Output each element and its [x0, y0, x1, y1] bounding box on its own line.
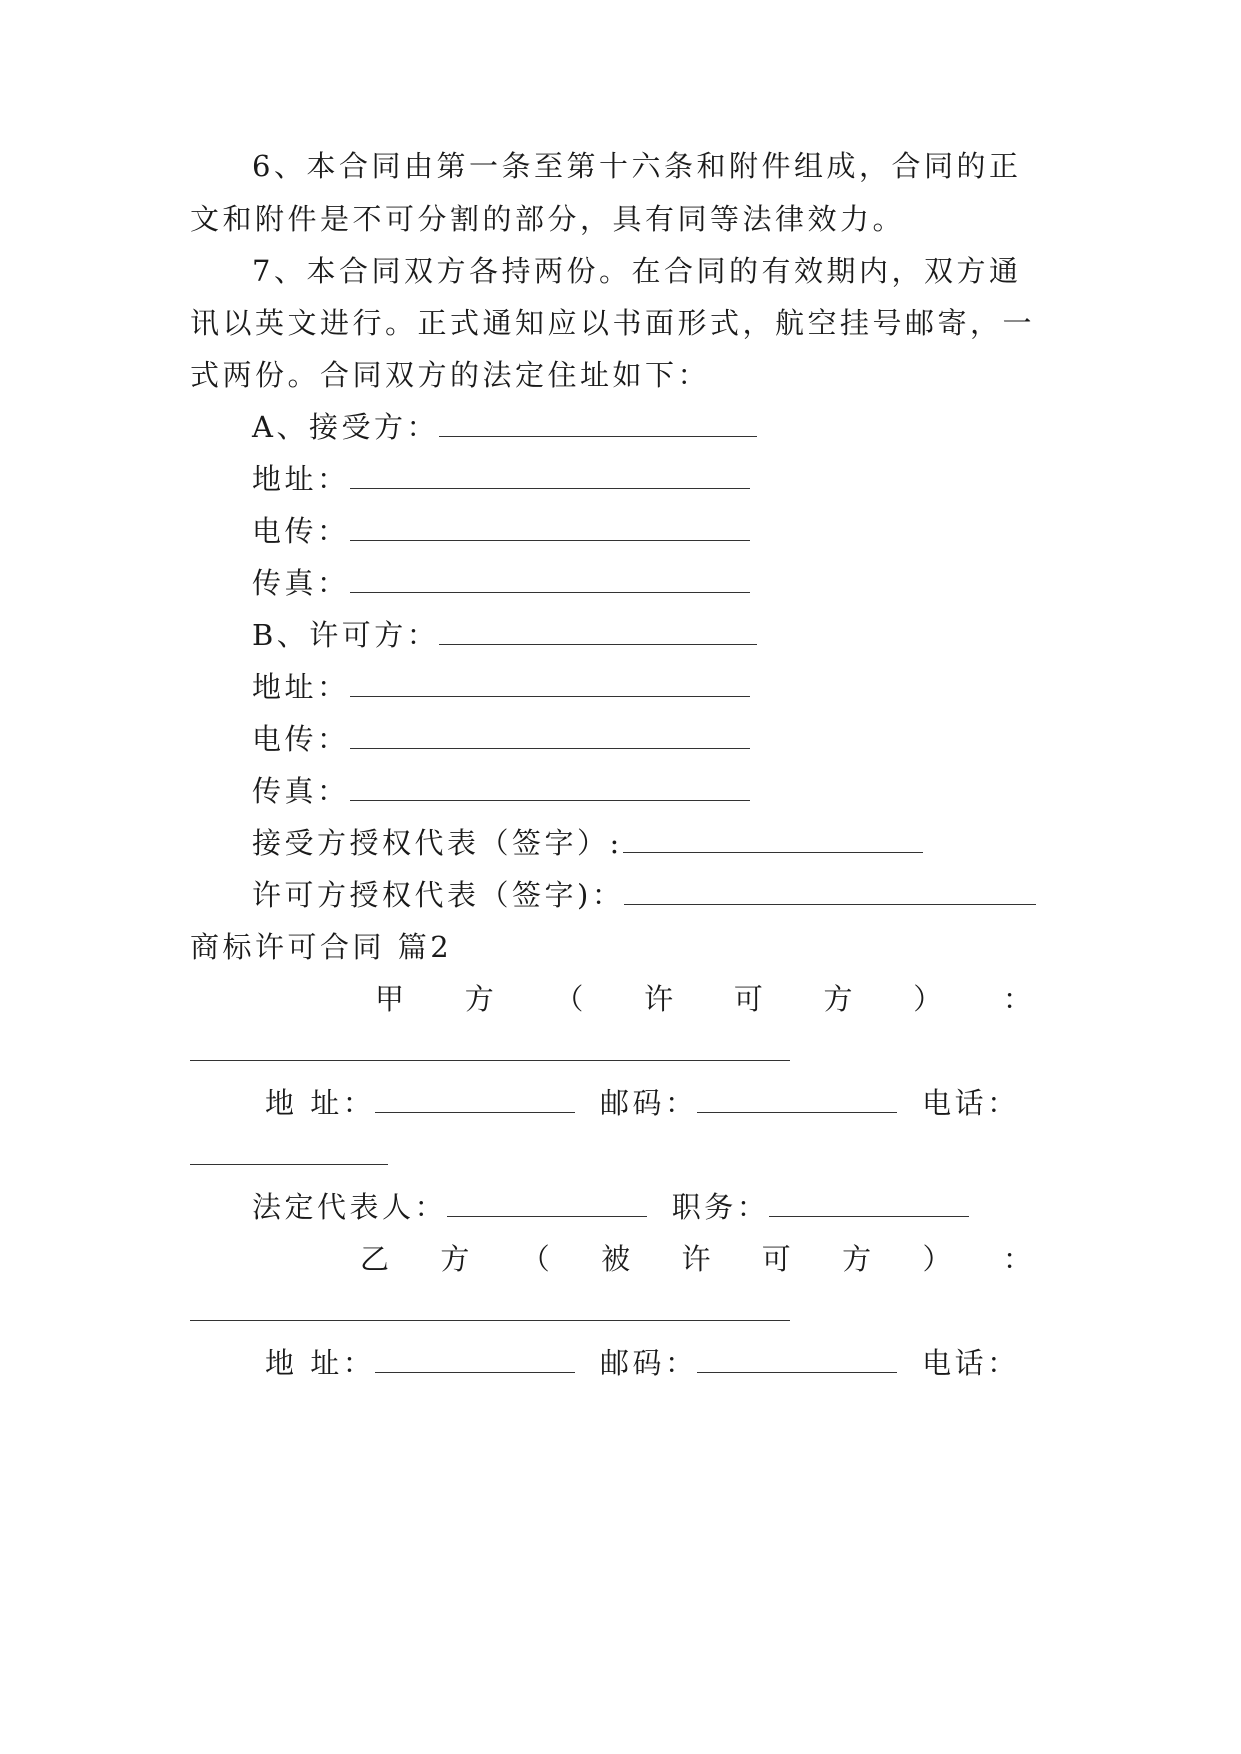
party-a-label: A、接受方：: [252, 410, 439, 444]
receiver-rep-label: 接受方授权代表（签字）:: [252, 826, 623, 860]
jia-legal-rep-label: 法定代表人：: [252, 1190, 448, 1224]
licensor-rep-signature-blank[interactable]: [624, 880, 1036, 905]
party-b-fax-row: [252, 771, 1114, 811]
jia-postcode-blank[interactable]: [697, 1088, 897, 1113]
jia-position-blank[interactable]: [769, 1192, 969, 1217]
party-a-telex-blank[interactable]: [350, 516, 750, 541]
yi-phone-label: 电话：: [922, 1346, 1020, 1380]
yi-char-2: 方: [440, 1242, 470, 1276]
jia-address-label: 地 址：: [265, 1086, 376, 1120]
yi-address-blank[interactable]: [375, 1348, 575, 1373]
party-a-telex-label: 电传：: [252, 514, 350, 548]
jia-char-4: 许: [644, 982, 674, 1016]
licensor-rep-row: [252, 875, 1114, 915]
party-a-fax-row: [252, 563, 1114, 603]
party-a-address-blank[interactable]: [350, 464, 750, 489]
party-a-receiver-row: [252, 407, 1114, 447]
yi-postcode-blank[interactable]: [697, 1348, 897, 1373]
yi-postcode-label: 邮码：: [599, 1346, 698, 1380]
yi-char-7: 方: [842, 1242, 872, 1276]
party-jia-blank-row: [190, 1031, 1052, 1071]
party-a-address-row: [252, 459, 1114, 499]
clause7-line1: 7、本合同双方各持两份。在合同的有效期内，双方通: [252, 254, 1022, 288]
party-a-fax-label: 传真：: [252, 566, 350, 600]
yi-address-label: 地 址：: [265, 1346, 376, 1380]
jia-char-2: 方: [464, 982, 494, 1016]
party-jia-contact-row: [265, 1083, 1052, 1123]
party-a-telex-row: [252, 511, 1114, 551]
clause6-line2: 文和附件是不可分割的部分，具有同等法律效力。: [190, 202, 906, 236]
yi-char-3: （: [520, 1242, 550, 1276]
party-a-address-label: 地址：: [252, 462, 350, 496]
licensor-rep-label: 许可方授权代表（签字)：: [252, 878, 625, 912]
jia-char-5: 可: [733, 982, 763, 1016]
jia-position-label: 职务：: [671, 1190, 770, 1224]
party-b-fax-blank[interactable]: [350, 776, 750, 801]
jia-phone-label: 电话：: [922, 1086, 1020, 1120]
yi-char-5: 许: [681, 1242, 711, 1276]
party-yi-heading: [360, 1239, 1032, 1279]
clause6-line1: 6、本合同由第一条至第十六条和附件组成，合同的正: [252, 149, 1022, 183]
party-jia-heading: [375, 979, 1032, 1019]
party-yi-name-blank[interactable]: [190, 1296, 790, 1321]
jia-char-7: ）: [913, 982, 943, 1016]
receiver-rep-row: [252, 823, 1114, 863]
jia-char-1: 甲: [375, 982, 405, 1016]
clause7-line3: 式两份。合同双方的法定住址如下：: [190, 358, 711, 392]
jia-char-8: ：: [1002, 982, 1032, 1016]
yi-char-8: ）: [922, 1242, 952, 1276]
party-b-telex-label: 电传：: [252, 722, 350, 756]
party-yi-contact-row: [265, 1343, 1052, 1383]
party-b-licensor-row: [252, 615, 1114, 655]
yi-char-9: ：: [1002, 1242, 1032, 1276]
party-b-address-row: [252, 667, 1114, 707]
party-b-label: B、许可方：: [252, 618, 440, 652]
party-yi-blank-row: [190, 1291, 1052, 1331]
party-jia-name-blank[interactable]: [190, 1036, 790, 1061]
jia-address-blank[interactable]: [375, 1088, 575, 1113]
jia-legal-rep-blank[interactable]: [447, 1192, 647, 1217]
receiver-rep-signature-blank[interactable]: [623, 828, 923, 853]
jia-char-3: （: [554, 982, 584, 1016]
party-b-name-blank[interactable]: [439, 620, 757, 645]
yi-char-6: 可: [761, 1242, 791, 1276]
party-b-telex-blank[interactable]: [350, 724, 750, 749]
party-b-fax-label: 传真：: [252, 774, 350, 808]
section2-heading: 商标许可合同 篇2: [190, 930, 453, 964]
jia-legal-rep-row: [252, 1187, 1114, 1227]
clause7-line2: 讯以英文进行。正式通知应以书面形式，航空挂号邮寄，一: [190, 306, 1036, 340]
yi-char-4: 被: [601, 1242, 631, 1276]
party-b-address-blank[interactable]: [350, 672, 750, 697]
party-a-name-blank[interactable]: [439, 412, 757, 437]
jia-phone-blank[interactable]: [190, 1140, 388, 1165]
jia-phone-blank-row: [190, 1135, 1052, 1175]
jia-char-6: 方: [823, 982, 853, 1016]
party-b-address-label: 地址：: [252, 670, 350, 704]
jia-postcode-label: 邮码：: [599, 1086, 698, 1120]
party-b-telex-row: [252, 719, 1114, 759]
party-a-fax-blank[interactable]: [350, 568, 750, 593]
yi-char-1: 乙: [360, 1242, 390, 1276]
